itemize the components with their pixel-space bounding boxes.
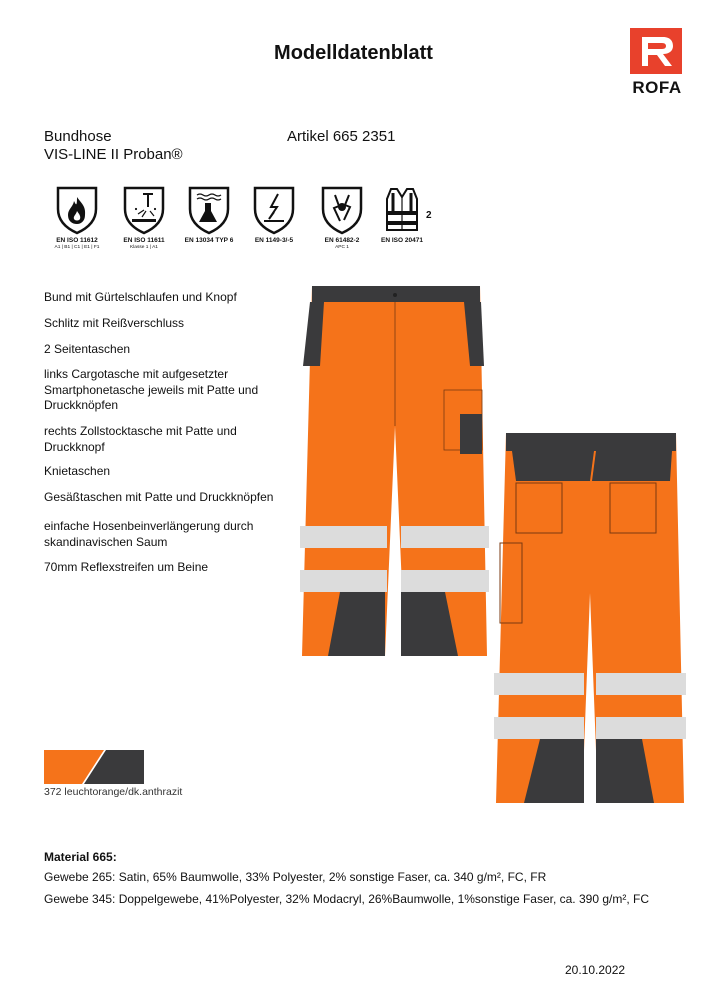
cert-sublabel: Klasse 1 | A1 — [130, 245, 158, 250]
cert-en-iso-11611 — [112, 185, 176, 251]
cert-en-61482 — [310, 185, 374, 251]
rofa-logo-mark-icon — [630, 28, 682, 74]
cert-label: EN 61482-2 — [324, 237, 360, 244]
cert-en-iso-20471 — [370, 185, 434, 245]
feature-item: einfache Hosenbeinverlängerung durch skandinavischen Saum — [44, 519, 254, 549]
cert-sublabel: A1 | B1 | C1 | E1 | F1 — [54, 245, 100, 250]
antistatic-shield-icon — [252, 185, 296, 235]
hivis-class: 2 — [426, 210, 432, 221]
cert-label: EN 1149-3/-5 — [254, 237, 294, 244]
hi-vis-vest-icon — [380, 185, 424, 235]
feature-item: Knietaschen — [44, 464, 111, 478]
feature-item: Bund mit Gürtelschlaufen und Knopf — [44, 290, 237, 304]
color-swatch — [44, 750, 144, 784]
article-number: Artikel 665 2351 — [287, 128, 396, 145]
feature-item: 70mm Reflexstreifen um Beine — [44, 560, 209, 574]
cert-label: EN ISO 11612 — [56, 237, 98, 244]
product-line: VIS-LINE II Proban® — [44, 146, 183, 163]
cert-en-1149 — [242, 185, 306, 245]
cert-sublabel: APC 1 — [335, 245, 349, 250]
feature-item: rechts Zollstocktasche mit Patte und Druckknopf — [44, 424, 237, 454]
material-line: Gewebe 265: Satin, 65% Baumwolle, 33% Polyester, 2% sonstige Faser, ca. 340 g/m², FC, FR — [44, 870, 547, 884]
electric-arc-shield-icon — [320, 185, 364, 235]
material-title: Material 665: — [44, 850, 117, 864]
rofa-logo — [628, 28, 686, 98]
cert-label: EN ISO 20471 — [381, 237, 423, 244]
flame-shield-icon — [55, 185, 99, 235]
welding-shield-icon — [122, 185, 166, 235]
feature-item: 2 Seitentaschen — [44, 342, 131, 356]
document-date: 20.10.2022 — [565, 963, 626, 977]
cert-label: EN ISO 11611 — [123, 237, 165, 244]
trousers-back-image — [494, 433, 686, 803]
material-line: Gewebe 345: Doppelgewebe, 41%Polyester, 32% Modacryl, 26%Baumwolle, 1%sonstige Faser, ca. 390 g/m², FC — [44, 892, 649, 906]
product-type: Bundhose — [44, 128, 112, 145]
feature-item: links Cargotasche mit aufgesetzter Smartphonetasche jeweils mit Patte und Druckknöpfen — [44, 367, 259, 412]
chemical-shield-icon — [187, 185, 231, 235]
cert-en-iso-11612 — [45, 185, 109, 251]
cert-label: EN 13034 TYP 6 — [184, 237, 234, 244]
color-swatch-label: 372 leuchtorange/dk.anthrazit — [44, 786, 183, 798]
cert-en-13034 — [177, 185, 241, 245]
feature-item: Schlitz mit Reißverschluss — [44, 316, 185, 330]
rofa-logo-text: ROFA — [632, 78, 682, 97]
trousers-front-image — [300, 286, 490, 656]
feature-item: Gesäßtaschen mit Patte und Druckknöpfen — [44, 490, 274, 504]
page-title: Modelldatenblatt — [274, 42, 433, 64]
